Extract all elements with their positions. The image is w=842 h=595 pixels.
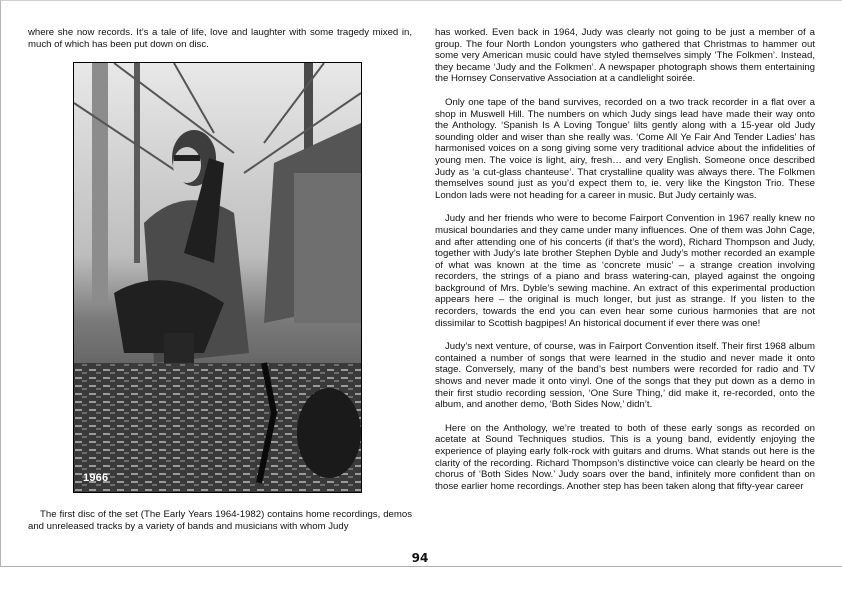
right-column bbox=[435, 27, 815, 504]
paragraph-folkmen: has worked. Even back in 1964, Judy was clearly not going to be just a member of a group. The four North London youngsters who gathered that Christmas to hammer out some very American music could have styled themselves simply ‘The Folkmen’. Instead, they became ‘Judy and the Folkmen’. A newspaper photograph shows them entertaining the Hornsey Conservative Association at a candlelight soirée. bbox=[435, 27, 815, 85]
intro-paragraph: where she now records. It’s a tale of life, love and laughter with some tragedy mixed in, much of which has been put down on disc. bbox=[28, 27, 412, 50]
photo-image bbox=[74, 63, 361, 492]
left-column bbox=[28, 27, 412, 62]
paragraph-fairport: Judy’s next venture, of course, was in Fairport Convention itself. Their first 1968 album contained a number of songs that were learned in the studio and never made it onto stage. Conversely, many of the band’s best numbers were recorded for radio and TV shows and never made it onto vinyl. One of the songs that they put down as a demo in their first studio recording session, ‘One Sure Thing,’ did make it, re-recorded, onto the album, and another demo, ‘Both Sides Now,’ didn’t. bbox=[435, 341, 815, 411]
paragraph-anthology: Here on the Anthology, we’re treated to both of these early songs as recorded on acetate at Sound Techniques studios. This is a young band, evidently enjoying the experience of playing early folk-rock with guitars and drums. What stands out here is the clarity of the recording. Richard Thompson’s distinctive voice can clearly be heard on the chorus of ‘Both Sides Now.’ Judy soars over the band, infinitely more confident than on those earlier home recordings. Another step has been taken along that fifty-year career bbox=[435, 422, 815, 492]
photo-caption-year: 1966 bbox=[83, 472, 109, 484]
left-bottom-text bbox=[28, 509, 412, 532]
paragraph-concrete-music: Judy and her friends who were to become Fairport Convention in 1967 really knew no musical boundaries and they came under many influences. One of them was John Cage, and after attending one of his concerts (if that’s the word), Richard Thompson and Judy, together with Judy’s late brother Stephen Dyble and Judy’s mother recorded an example of what was known at the time as ‘concrete music’ – a strange creation involving recorders, the strings of a piano and brass watering-can, played against the ongoing background of Mrs. Dyble’s sewing machine. An extract of this experimental production appears here – the original is much longer, but just as strange. If you listen to the recorders, towards the end you can even hear some curious harmonies that are not dissimilar to Scottish bagpipes! An historical document if ever there was one! bbox=[435, 213, 815, 329]
first-disc-paragraph: The first disc of the set (The Early Years 1964-1982) contains home recordings, demos and unreleased tracks by a variety of bands and musicians with whom Judy bbox=[28, 509, 412, 532]
photo-judy-1966 bbox=[73, 62, 362, 493]
page-number: 94 bbox=[411, 551, 429, 565]
paragraph-tape: Only one tape of the band survives, recorded on a two track recorder in a flat over a shop in Muswell Hill. The numbers on which Judy sings lead have made their way onto the Anthology. ‘Spanish Is A Loving Tongue’ lilts gently along with a 15-year old Judy sounding older and wiser than she really was. ‘Come All Ye Fair And Tender Ladies’ has harmonised voices on a song giving some very traditional advice about the infidelities of young men. The voice is light, airy, fresh… and very English. Someone once described Judy as ‘a cut-glass chanteuse’. That crystalline quality was always there. The Folkmen themselves sound just as you’d expect them to, ie. very like the Kingston Trio. These London lads were not heading for a career in music. But Judy certainly was. bbox=[435, 96, 815, 201]
